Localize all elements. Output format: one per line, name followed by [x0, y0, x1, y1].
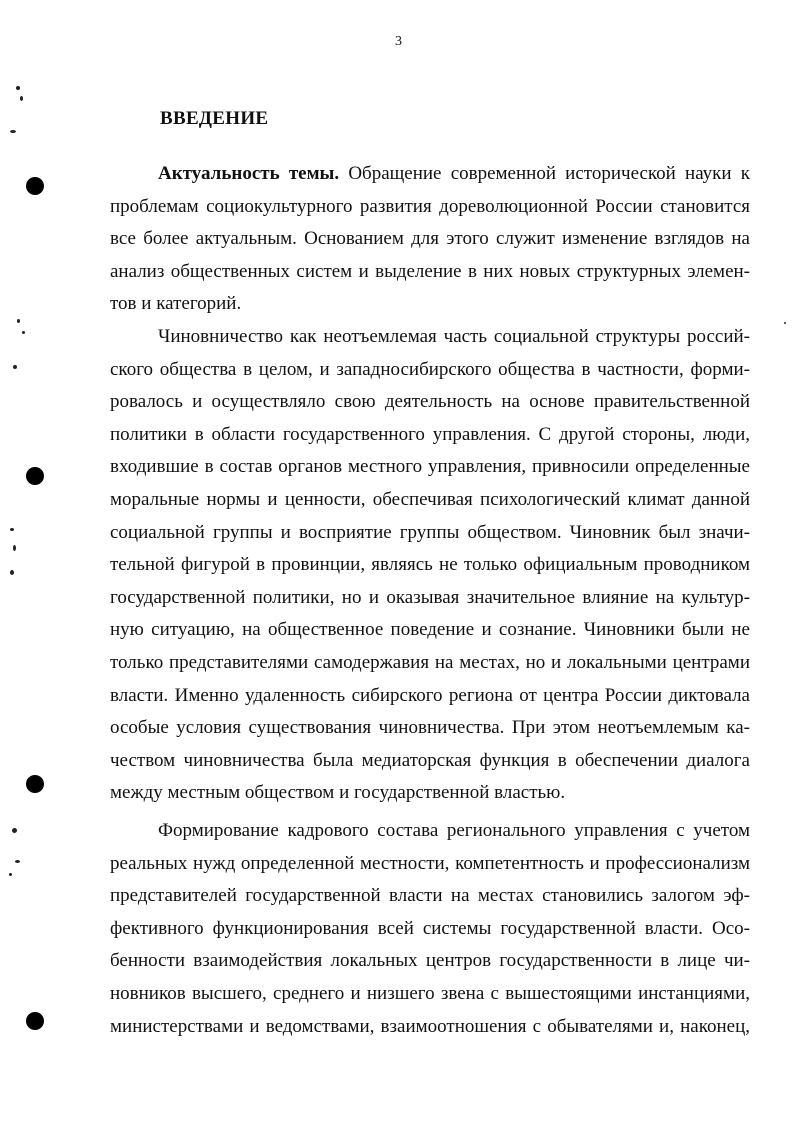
punch-hole [26, 1012, 44, 1030]
paragraph-line: между местным обществом и государственной властью. [110, 782, 566, 804]
paragraph-line: тов и категорий. [110, 293, 242, 315]
scan-speck [22, 331, 25, 334]
page-number: 3 [395, 34, 402, 49]
paragraph-line: чеством чиновничества была медиаторская функция в обеспечении диалога [110, 749, 750, 771]
paragraph-line: особые условия существования чиновничества. При этом неотъемлемым ка- [110, 717, 750, 739]
paragraph-line: бенности взаимодействия локальных центров государственности в лице чи- [110, 950, 750, 972]
scan-speck [13, 545, 16, 551]
paragraph-line: моральные нормы и ценности, обеспечивая психологический климат данной [110, 488, 750, 510]
scan-speck [10, 528, 14, 531]
paragraph-line: ную ситуацию, на общественное поведение и сознание. Чиновники были не [110, 619, 750, 641]
paragraph-line: тельной фигурой в провинции, являясь не только официальным проводником [110, 554, 750, 576]
paragraph-line [110, 158, 750, 191]
paragraph-line: ровалось и осуществляло свою деятельность на основе правительственной [110, 391, 750, 413]
scan-speck [13, 365, 17, 369]
paragraph-bureaucracy [110, 321, 750, 810]
paragraph-line: представителей государственной власти на местах становились залогом эф- [110, 885, 750, 907]
paragraph-line: политики в области государственного управления. С другой стороны, люди, [110, 423, 750, 445]
line-text: Обращение современной исторической науки к [339, 163, 750, 184]
scan-speck [9, 873, 12, 876]
scan-speck [784, 322, 786, 324]
paragraph-line: входившие в состав органов местного управления, привносили определенные [110, 456, 750, 478]
paragraph-line: Формирование кадрового состава регионального управления с учетом [158, 820, 750, 841]
paragraph-line: анализ общественных систем и выделение в них новых структурных элемен- [110, 260, 750, 282]
scan-speck [20, 96, 23, 101]
run-in-heading: Актуальность темы. [158, 163, 340, 184]
paragraph-relevance [110, 158, 750, 321]
paragraph-line: власти. Именно удаленность сибирского региона от центра России диктовала [110, 684, 750, 706]
paragraph-line: только представителями самодержавия на местах, но и локальными центрами [110, 651, 750, 673]
paragraph-staffing [110, 815, 750, 1043]
paragraph-line: новников высшего, среднего и низшего звена с вышестоящими инстанциями, [110, 982, 750, 1004]
scan-speck [10, 570, 14, 575]
punch-hole [26, 177, 44, 195]
paragraph-line: социальной группы и восприятие группы обществом. Чиновник был значи- [110, 521, 750, 543]
scan-speck [15, 860, 20, 863]
paragraph-line: государственной политики, но и оказывая значительное влияние на культур- [110, 586, 750, 608]
paragraph-line: все более актуальным. Основанием для этого служит изменение взглядов на [110, 228, 750, 250]
paragraph-line: фективного функционирования всей системы государственной власти. Осо- [110, 917, 750, 939]
paragraph-line: министерствами и ведомствами, взаимоотношения с обывателями и, наконец, [110, 1015, 750, 1037]
punch-hole [26, 467, 44, 485]
punch-hole [26, 775, 44, 793]
section-heading: ВВЕДЕНИЕ [160, 108, 269, 129]
paragraph-line: ского общества в целом, и западносибирского общества в частности, форми- [110, 358, 750, 380]
scan-speck [12, 828, 17, 833]
paragraph-line: реальных нужд определенной местности, компетентность и профессионализм [110, 852, 750, 874]
paragraph-line: проблемам социокультурного развития дореволюционной России становится [110, 195, 750, 217]
scan-speck [16, 86, 20, 90]
paragraph-line: Чиновничество как неотъемлемая часть социальной структуры россий- [158, 326, 750, 347]
scan-speck [17, 319, 20, 323]
scan-speck [10, 130, 16, 133]
